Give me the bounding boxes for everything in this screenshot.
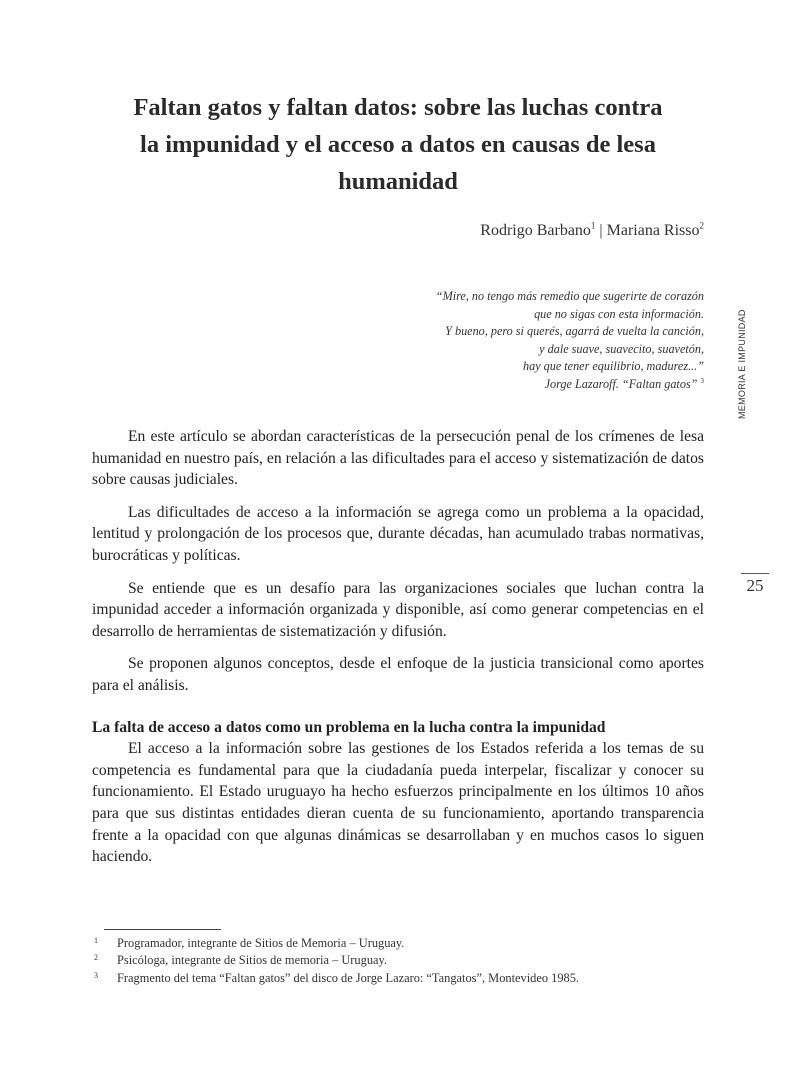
title-line-3: humanidad <box>338 168 458 195</box>
epigraph <box>436 288 704 394</box>
footnote-text: Fragmento del tema “Faltan gatos” del disco de Jorge Lazaro: “Tangatos”, Montevideo 1985. <box>117 970 580 985</box>
footnote <box>92 970 704 987</box>
footnote-text: Programador, integrante de Sitios de Memoria – Uruguay. <box>117 936 405 950</box>
footnotes <box>92 935 704 987</box>
author-separator: | <box>599 222 603 239</box>
footnote-number: 1 <box>94 936 98 945</box>
article-body <box>92 426 704 879</box>
body-paragraph: Se entiende que es un desafío para las organizaciones sociales que luchan contra la impunidad acceder a información organizada y disponible, así como generar competencias en el desarrollo de herramientas de sistematización y difusión. <box>92 579 704 640</box>
page-number: 25 <box>746 576 764 595</box>
body-paragraph: Se proponen algunos conceptos, desde el enfoque de la justicia transicional como aportes para el análisis. <box>92 655 704 694</box>
epigraph-line: hay que tener equilibrio, madurez...” <box>523 359 704 374</box>
footnote-number: 3 <box>94 970 98 980</box>
section-side-label: MEMORIA E IMPUNIDAD <box>737 309 747 419</box>
page-number-rule <box>741 573 769 574</box>
title-line-2: la impunidad y el acceso a datos en causas de lesa <box>140 131 656 158</box>
body-paragraph: En este artículo se abordan características de la persecución penal de los crímenes de lesa humanidad en nuestro país, en relación a las dificultades para el acceso y sistematización de datos sobre causas judiciales. <box>92 428 704 489</box>
epigraph-footnote-marker: 3 <box>700 376 704 385</box>
article-title <box>92 89 704 200</box>
epigraph-line: y dale suave, suavecito, suavetón, <box>539 341 704 356</box>
author-footnote-marker: 1 <box>590 220 596 231</box>
body-paragraph: Las dificultades de acceso a la información se agrega como un problema a la opacidad, lentitud y prolongación de los procesos que, durante décadas, han acumulado trabas normativas, burocráticas y políticas. <box>92 503 704 564</box>
epigraph-source: Jorge Lazaroff. “Faltan gatos” <box>544 376 698 391</box>
section-heading: La falta de acceso a datos como un problema en la lucha contra la impunidad <box>92 718 606 736</box>
author-line <box>480 222 704 240</box>
body-paragraph: El acceso a la información sobre las gestiones de los Estados referida a los temas de su competencia es fundamental para que la ciudadanía pueda interpelar, fiscalizar y conocer su funcionamiento. El Estado uruguayo ha hecho esfuerzos principalmente en los últimos 10 años para que sus distintas entidades dieran cuenta de su funcionamiento, aportando transparencia frente a la opacidad con que algunas dinámicas se desarrollaban y en muchos casos lo siguen haciendo. <box>92 740 704 866</box>
author-name: Rodrigo Barbano <box>480 222 591 239</box>
footnote <box>92 952 704 969</box>
footnote-text: Psicóloga, integrante de Sitios de memoria – Uruguay. <box>117 953 388 968</box>
footnote-rule <box>104 929 221 930</box>
epigraph-line: “Mire, no tengo más remedio que sugerirte de corazón <box>435 289 704 303</box>
epigraph-line: Y bueno, pero si querés, agarrá de vuelta la canción, <box>445 324 704 339</box>
epigraph-line: que no sigas con esta información. <box>534 306 704 321</box>
author-name: Mariana Risso <box>606 222 700 239</box>
title-line-1: Faltan gatos y faltan datos: sobre las luchas contra <box>133 94 663 121</box>
footnote <box>92 935 704 952</box>
epigraph-attribution <box>436 376 704 394</box>
author-footnote-marker: 2 <box>699 220 704 231</box>
footnote-number: 2 <box>94 953 98 963</box>
